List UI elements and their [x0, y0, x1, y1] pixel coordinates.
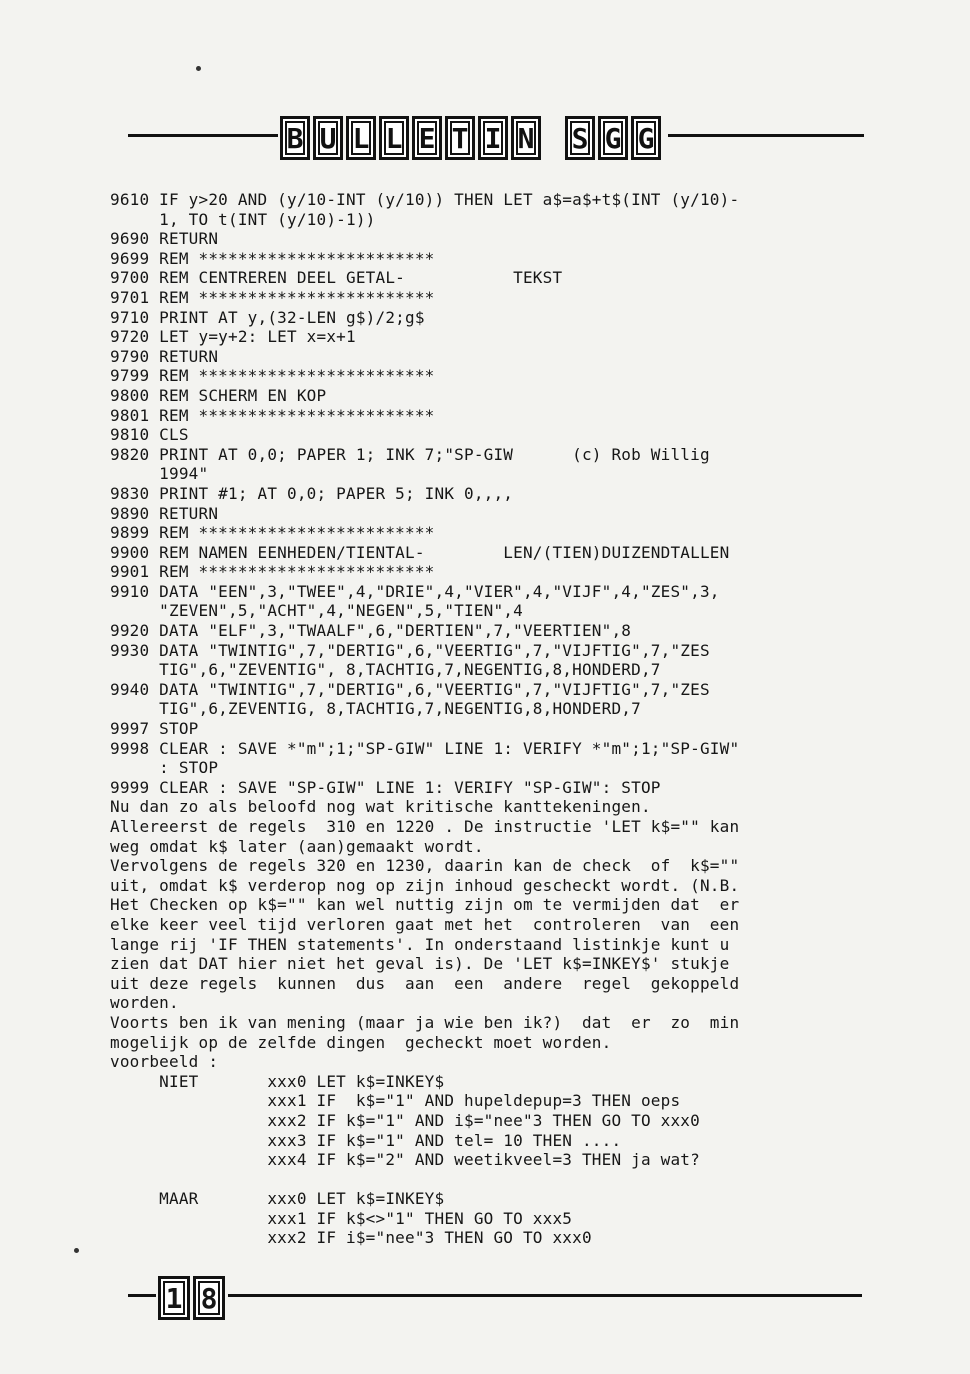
prose-line: xxx1 IF k$="1" AND hupeldepup=3 THEN oeps: [110, 1091, 681, 1111]
listing-line: 9997 STOP: [110, 719, 199, 739]
page-header: [0, 112, 970, 182]
listing-line: 9830 PRINT #1; AT 0,0; PAPER 5; INK 0,,,,: [110, 483, 514, 503]
listing-line: 1, TO t(INT (y/10)-1)): [110, 209, 376, 229]
prose-line: Voorts ben ik van mening (maar ja wie ben ik?) dat er zo min: [110, 1012, 740, 1032]
prose-line: uit deze regels kunnen dus aan een andere regel gekoppeld: [110, 973, 740, 993]
prose-line: uit, omdat k$ verderop nog op zijn inhoud gescheckt wordt. (N.B.: [110, 875, 740, 895]
footer-rule-left: [128, 1294, 156, 1297]
speck-mark: [196, 66, 201, 71]
prose-line: Vervolgens de regels 320 en 1230, daarin kan de check of k$="": [110, 856, 740, 876]
masthead-letter: T: [445, 116, 475, 160]
listing-line: TIG",6,ZEVENTIG, 8,TACHTIG,7,NEGENTIG,8,HONDERD,7: [110, 699, 641, 719]
masthead-letter: G: [631, 116, 661, 160]
listing-line: 9720 LET y=y+2: LET x=x+1: [110, 327, 356, 347]
masthead-letter: L: [346, 116, 376, 160]
masthead-letter: B: [280, 116, 310, 160]
listing-line: 9820 PRINT AT 0,0; PAPER 1; INK 7;"SP-GIW (c) Rob Willig: [110, 444, 710, 464]
listing-line: 9998 CLEAR : SAVE *"m";1;"SP-GIW" LINE 1: VERIFY *"m";1;"SP-GIW": [110, 738, 740, 758]
masthead-letter: L: [379, 116, 409, 160]
listing-line: 9899 REM ************************: [110, 523, 435, 543]
prose-line: lange rij 'IF THEN statements'. In onderstaand listinkje kunt u: [110, 934, 730, 954]
listing-line: 9999 CLEAR : SAVE "SP-GIW" LINE 1: VERIFY "SP-GIW": STOP: [110, 777, 661, 797]
page-number: [158, 1276, 225, 1320]
prose-line: NIET xxx0 LET k$=INKEY$: [110, 1071, 445, 1091]
listing-line: 9940 DATA "TWINTIG",7,"DERTIG",6,"VEERTIG",7,"VIJFTIG",7,"ZES: [110, 679, 710, 699]
listing-line: 9810 CLS: [110, 425, 189, 445]
masthead-letter: U: [313, 116, 343, 160]
prose-line: xxx4 IF k$="2" AND weetikveel=3 THEN ja wat?: [110, 1150, 700, 1170]
prose-line: voorbeeld :: [110, 1052, 219, 1072]
page-footer: [0, 1281, 970, 1334]
prose-line: zien dat DAT hier niet het geval is). De 'LET k$=INKEY$' stukje: [110, 954, 730, 974]
listing-line: 9701 REM ************************: [110, 287, 435, 307]
prose-line: [110, 1170, 880, 1190]
speck-mark: [74, 1248, 79, 1253]
prose-line: MAAR xxx0 LET k$=INKEY$: [110, 1189, 445, 1209]
prose-line: worden.: [110, 993, 179, 1013]
listing-line: 9920 DATA "ELF",3,"TWAALF",6,"DERTIEN",7,"VEERTIEN",8: [110, 621, 632, 641]
listing-line: 9710 PRINT AT y,(32-LEN g$)/2;g$: [110, 307, 425, 327]
masthead-letter: G: [598, 116, 628, 160]
masthead-letter: I: [478, 116, 508, 160]
page-number-digit: 1: [158, 1276, 190, 1320]
prose-line: elke keer veel tijd verloren gaat met het controleren van een: [110, 914, 740, 934]
header-rule-right: [668, 134, 864, 137]
prose-line: weg omdat k$ later (aan)gemaakt wordt.: [110, 836, 484, 856]
listing-line: TIG",6,"ZEVENTIG", 8,TACHTIG,7,NEGENTIG,8,HONDERD,7: [110, 660, 661, 680]
masthead-bulletin-sgg: [280, 116, 661, 160]
prose-line: Allereerst de regels 310 en 1220 . De instructie 'LET k$="" kan: [110, 817, 740, 836]
commentary-text: [110, 797, 880, 1248]
prose-line: Het Checken op k$="" kan wel nuttig zijn om te vermijden dat er: [110, 895, 740, 915]
listing-line: 9801 REM ************************: [110, 405, 435, 425]
listing-line: "ZEVEN",5,"ACHT",4,"NEGEN",5,"TIEN",4: [110, 601, 523, 621]
prose-line: xxx3 IF k$="1" AND tel= 10 THEN ....: [110, 1130, 622, 1150]
listing-line: 9930 DATA "TWINTIG",7,"DERTIG",6,"VEERTIG",7,"VIJFTIG",7,"ZES: [110, 640, 710, 660]
listing-line: : STOP: [110, 758, 219, 778]
listing-line: 9790 RETURN: [110, 346, 219, 366]
listing-line: 9699 REM ************************: [110, 248, 435, 268]
masthead-letter: S: [565, 116, 595, 160]
listing-line: 9910 DATA "EEN",3,"TWEE",4,"DRIE",4,"VIER",4,"VIJF",4,"ZES",3,: [110, 581, 720, 601]
masthead-letter: E: [412, 116, 442, 160]
listing-line: 9900 REM NAMEN EENHEDEN/TIENTAL- LEN/(TIEN)DUIZENDTALLEN: [110, 542, 730, 562]
listing-line: 9800 REM SCHERM EN KOP: [110, 385, 327, 405]
header-rule-left: [128, 134, 278, 137]
prose-line: Nu dan zo als beloofd nog wat kritische kanttekeningen.: [110, 797, 651, 817]
footer-rule-right: [228, 1294, 862, 1297]
masthead-space: [544, 116, 562, 160]
basic-listing: [110, 190, 880, 797]
prose-line: xxx2 IF k$="1" AND i$="nee"3 THEN GO TO xxx0: [110, 1110, 700, 1130]
prose-line: mogelijk op de zelfde dingen gecheckt moet worden.: [110, 1032, 612, 1052]
listing-line: 9799 REM ************************: [110, 366, 435, 386]
article-body: [110, 190, 880, 1248]
masthead-letter: N: [511, 116, 541, 160]
listing-line: 1994": [110, 464, 209, 484]
prose-line: xxx2 IF i$="nee"3 THEN GO TO xxx0: [110, 1228, 592, 1248]
listing-line: 9901 REM ************************: [110, 562, 435, 582]
page-number-digit: 8: [193, 1276, 225, 1320]
prose-line: xxx1 IF k$<>"1" THEN GO TO xxx5: [110, 1208, 573, 1228]
listing-line: 9690 RETURN: [110, 229, 219, 249]
listing-line: 9890 RETURN: [110, 503, 219, 523]
listing-line: 9610 IF y>20 AND (y/10-INT (y/10)) THEN LET a$=a$+t$(INT (y/10)-: [110, 190, 740, 209]
listing-line: 9700 REM CENTREREN DEEL GETAL- TEKST: [110, 268, 563, 288]
